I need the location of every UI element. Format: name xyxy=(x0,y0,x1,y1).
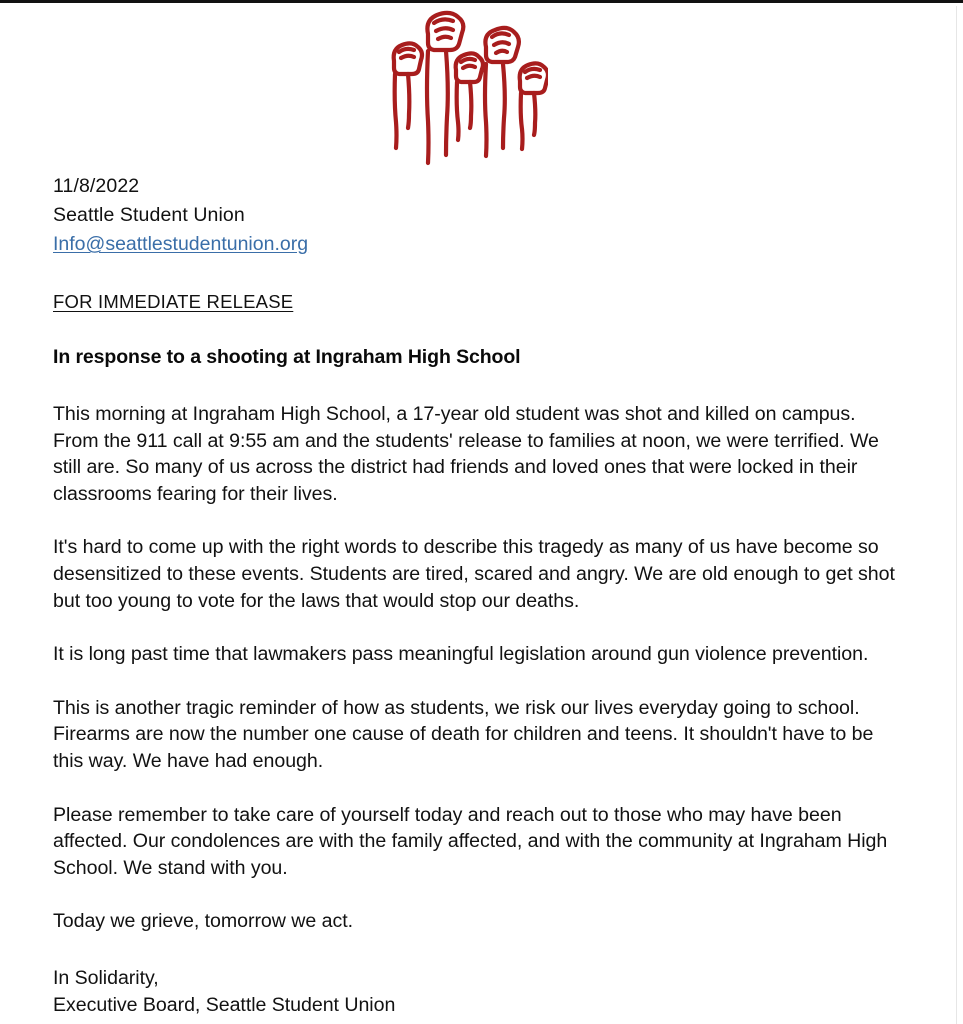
contact-email-row xyxy=(53,230,898,259)
release-tag: FOR IMMEDIATE RELEASE xyxy=(53,291,294,312)
headline: In response to a shooting at Ingraham High School xyxy=(53,346,521,368)
paragraph: Today we grieve, tomorrow we act. xyxy=(53,910,353,933)
paragraph: This morning at Ingraham High School, a 17-year old student was shot and killed on campus. From the 911 call at 9:55 am and the students' release to families at noon, we were terrified. We still are. So many of us across the district had friends and loved ones that were locked in their classrooms fearing for their lives. xyxy=(53,403,879,505)
raised-fists-logo xyxy=(378,8,548,168)
letter-body xyxy=(53,172,898,1018)
page-top-border xyxy=(0,0,963,3)
paragraph: It's hard to come up with the right words to describe this tragedy as many of us have become so desensitized to these events. Students are tired, scared and angry. We are old enough to get shot but too young to vote for the laws that would stop our deaths. xyxy=(53,536,895,612)
page-right-edge-line xyxy=(956,6,957,1024)
signature-signer: Executive Board, Seattle Student Union xyxy=(53,993,396,1016)
letterhead xyxy=(53,172,898,259)
paragraph: This is another tragic reminder of how as students, we risk our lives everyday going to school. Firearms are now the number one cause of death for children and teens. It shouldn't have to be this way. We have had enough. xyxy=(53,696,874,772)
signature-closing: In Solidarity, xyxy=(53,966,159,989)
release-date: 11/8/2022 xyxy=(53,175,140,197)
signature-block xyxy=(53,965,898,1018)
paragraph: It is long past time that lawmakers pass meaningful legislation around gun violence prevention. xyxy=(53,643,869,666)
paragraph: Please remember to take care of yourself today and reach out to those who may have been affected. Our condolences are with the family affected, and with the community at Ingraham High School. We stand with you. xyxy=(53,803,888,879)
organization-name: Seattle Student Union xyxy=(53,204,245,226)
contact-email-link[interactable]: Info@seattlestudentunion.org xyxy=(53,233,309,255)
